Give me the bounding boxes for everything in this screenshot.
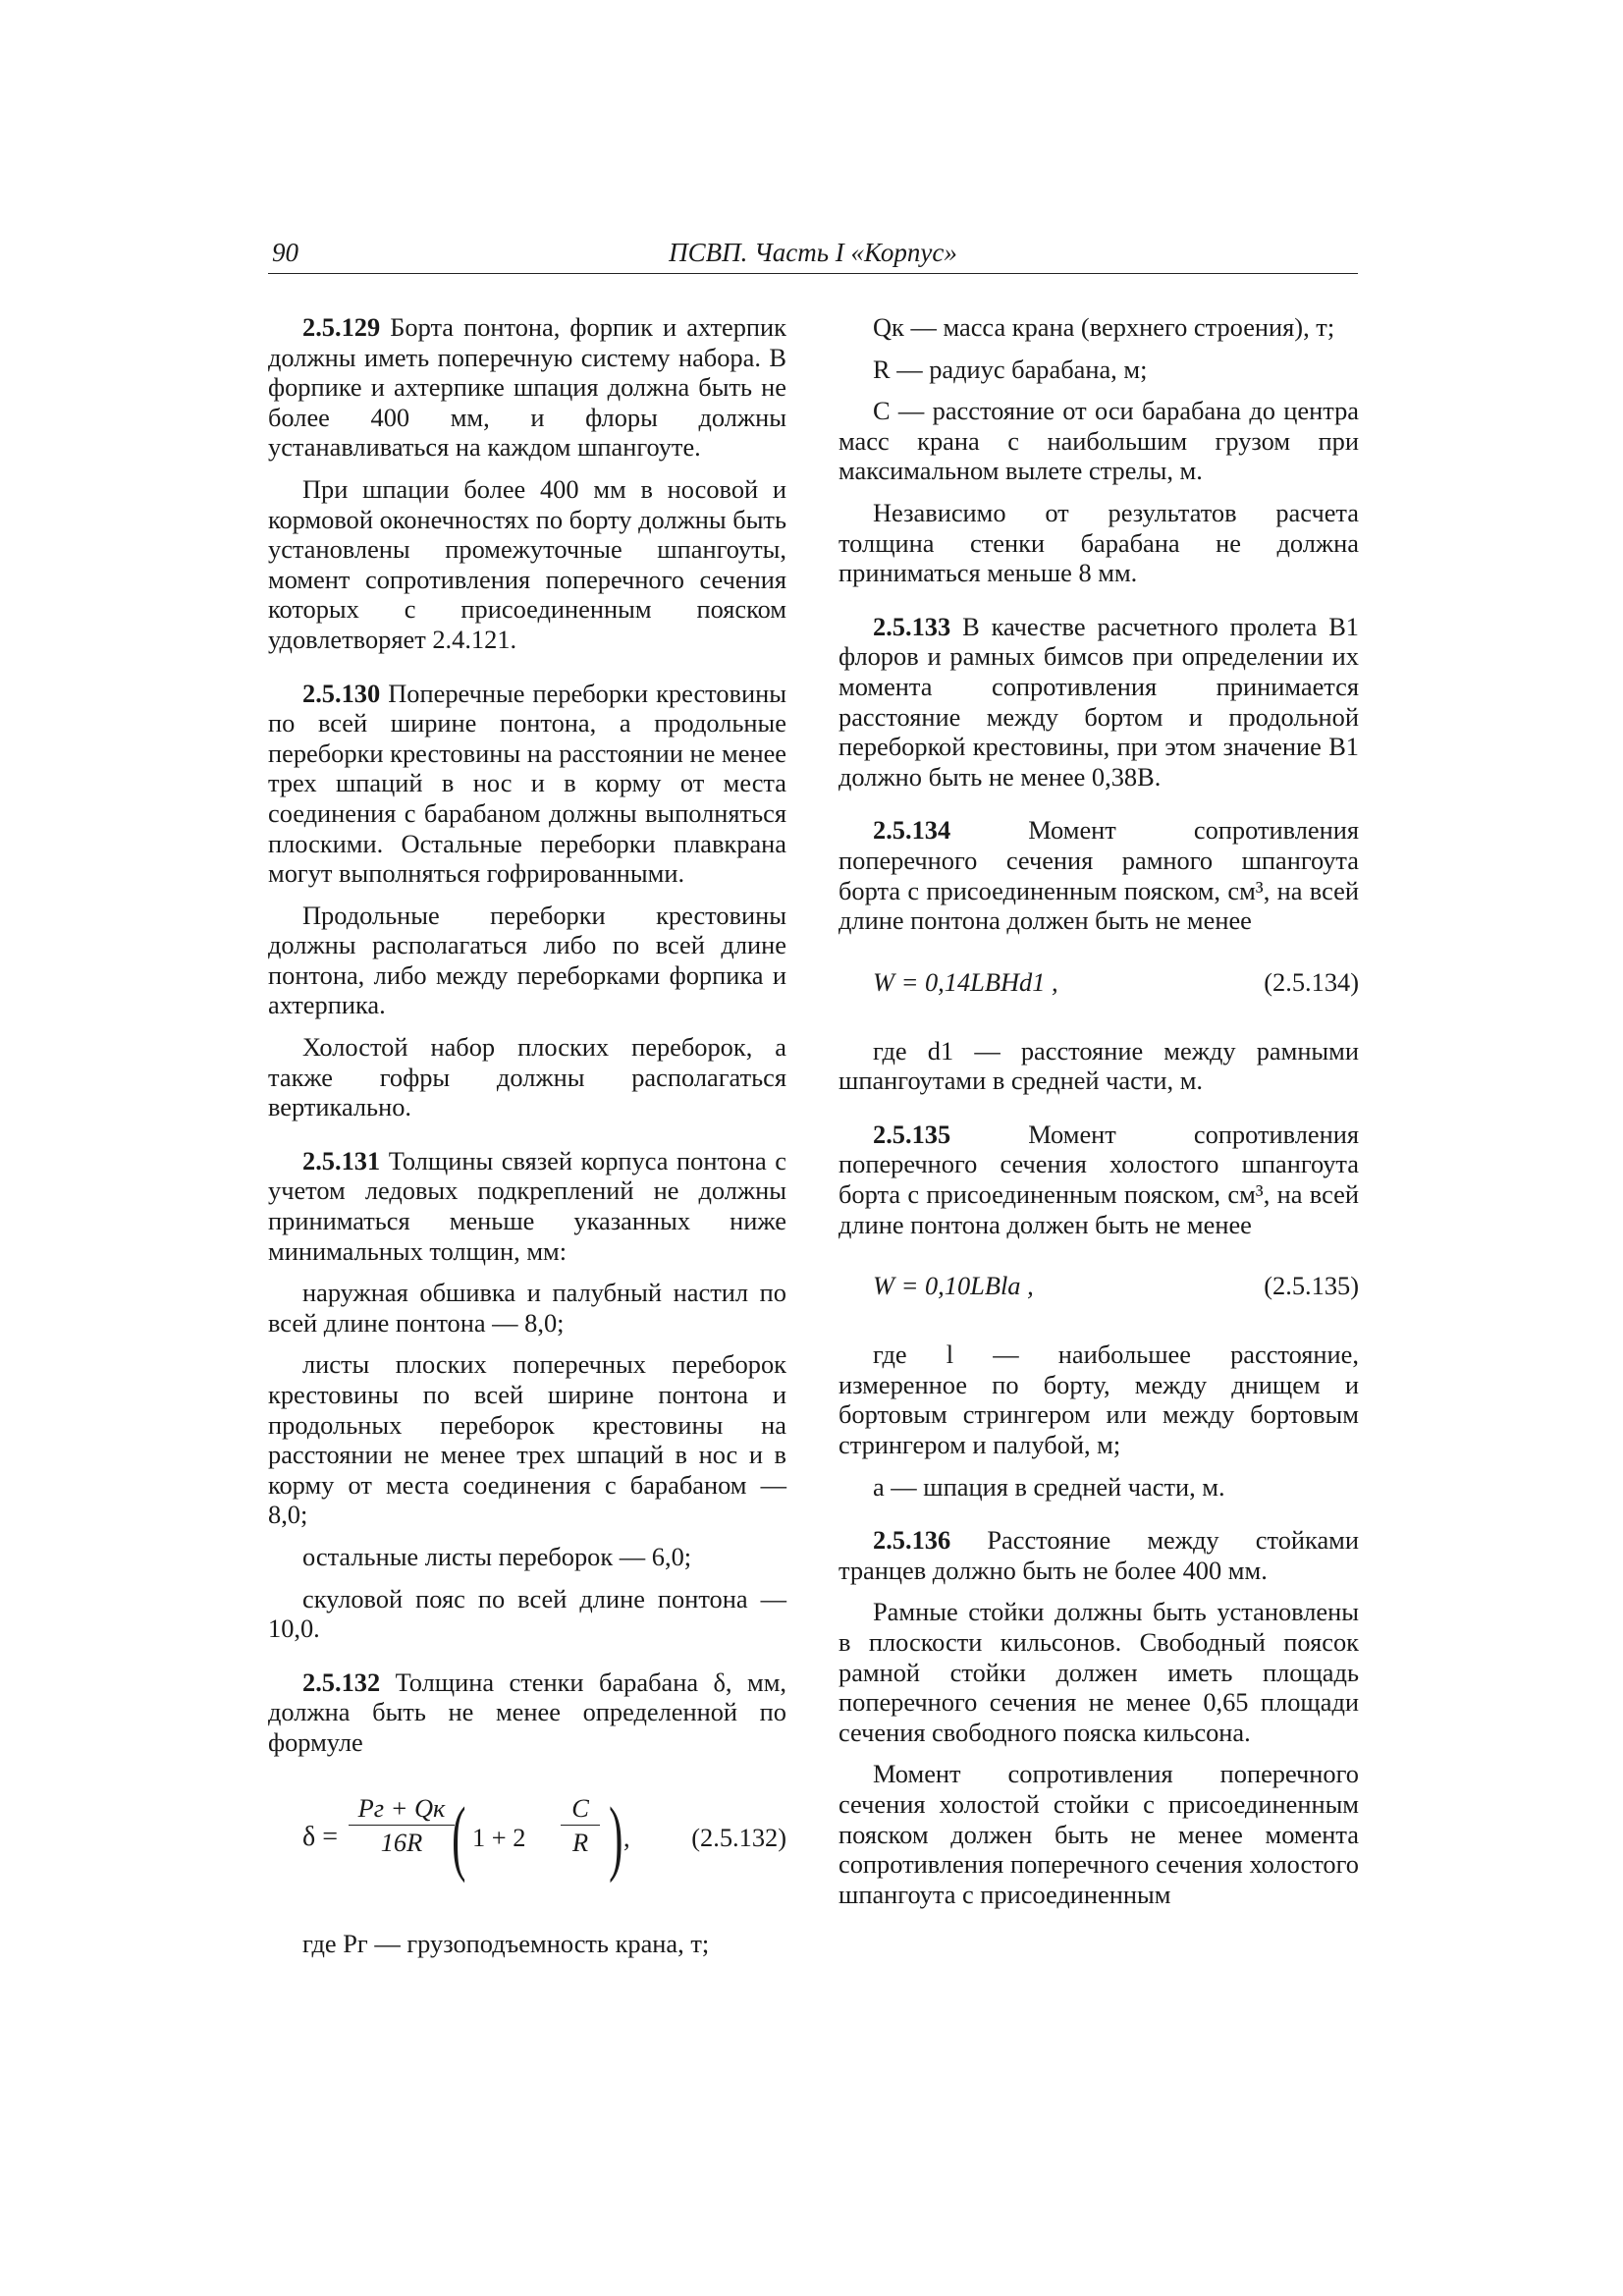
right-paren: ) [609, 1788, 623, 1884]
left-paren: ( [452, 1788, 466, 1884]
paragraph-2-5-131: 2.5.131 Толщины связей корпуса понтона с учетом ледовых подкреплений не должны приниматься меньше указанных ниже минимальных толщин, мм: [268, 1145, 786, 1266]
formula-expression: W = 0,14LBHd1 , [873, 966, 1058, 997]
paragraph: где l — наибольшее расстояние, измеренное по борту, между днищем и бортовым стрингером или между бортовым стрингером и палубой, м; [839, 1339, 1359, 1460]
right-column [839, 312, 1359, 1921]
equation-label: (2.5.134) [1264, 966, 1359, 997]
paragraph: a — шпация в средней части, м. [873, 1471, 1225, 1502]
formula-fraction: Pг + Qк 16R [349, 1793, 455, 1858]
paragraph: Независимо от результатов расчета толщина стенки барабана не должна приниматься меньше 8 мм. [839, 497, 1359, 588]
left-column [268, 312, 786, 1970]
paragraph: наружная обшивка и палубный настил по всей длине понтона — 8,0; [268, 1278, 786, 1338]
paragraph-2-5-134: 2.5.134 Момент сопротивления поперечного сечения рамного шпангоута борта с присоединенным пояском, см³, на всей длине понтона должен быть не менее [839, 815, 1359, 936]
formula-2-5-134 [839, 957, 1359, 1011]
paragraph: остальные листы переборок — 6,0; [302, 1541, 692, 1571]
paragraph: При шпации более 400 мм в носовой и кормовой оконечностях по борту должны быть установлены промежуточные шпангоуты, момент сопротивления поперечного сечения которых с присоединенным пояском удовлетворяет 2.4.121. [268, 473, 786, 654]
paragraph: Рамные стойки должны быть установлены в плоскости кильсонов. Свободный поясок рамной стойки должен иметь площадь поперечного сечения не менее 0,65 площади сечения свободного пояска кильсона. [839, 1597, 1359, 1747]
paragraph: C — расстояние от оси барабана до центра масс крана с наибольшим грузом при максимальном вылете стрелы, м. [839, 396, 1359, 486]
paragraph-2-5-132: 2.5.132 Толщина стенки барабана δ, мм, должна быть не менее определенной по формуле [268, 1667, 786, 1757]
formula-expression: W = 0,10LBla , [873, 1271, 1034, 1301]
formula-2-5-132: δ = Pг + Qк 16R ( 1 + 2 C R ) , (2.5.132) [302, 1788, 786, 1884]
paragraph-2-5-136: 2.5.136 Расстояние между стойками транцев должно быть не более 400 мм. [839, 1525, 1359, 1585]
paragraph: R — радиус барабана, м; [873, 354, 1148, 384]
paragraph: Qк — масса крана (верхнего строения), т; [873, 312, 1335, 342]
formula-lhs: δ = [302, 1821, 338, 1852]
running-title: ПСВП. Часть I «Корпус» [669, 238, 957, 267]
paragraph: Продольные переборки крестовины должны располагаться либо по всей длине понтона, либо между переборками форпика и ахтерпика. [268, 900, 786, 1020]
paragraph: листы плоских поперечных переборок крестовины по всей ширине понтона и продольных переборок крестовины на расстоянии не менее трех шпаций в нос и в корму от места соединения с барабаном — 8,0; [268, 1349, 786, 1530]
page-number: 90 [272, 238, 298, 267]
paragraph: где d1 — расстояние между рамными шпангоутами в средней части, м. [839, 1035, 1359, 1096]
formula-subfraction: C R [561, 1793, 600, 1858]
formula-inner: 1 + 2 [472, 1822, 526, 1852]
paragraph-2-5-130: 2.5.130 Поперечные переборки крестовины по всей ширине понтона, а продольные переборки крестовины на расстоянии не менее трех шпаций в нос и в корму от места соединения с барабаном должны выполняться плоскими. Остальные переборки плавкрана могут выполняться гофрированными. [268, 678, 786, 889]
paragraph: Холостой набор плоских переборок, а также гофры должны располагаться вертикально. [268, 1032, 786, 1122]
paragraph-2-5-129: 2.5.129 Борта понтона, форпик и ахтерпик должны иметь поперечную систему набора. В форпике и ахтерпике шпация должна быть не более 400 мм, и флоры должны устанавливаться на каждом шпангоуте. [268, 312, 786, 463]
equation-label: (2.5.132) [691, 1822, 786, 1852]
paragraph-2-5-133: 2.5.133 В качестве расчетного пролета B1 флоров и рамных бимсов при определении их момента сопротивления принимается расстояние между бортом и продольной переборкой крестовины, при этом значение B1 должно быть не менее 0,38B. [839, 611, 1359, 792]
paragraph: где Pг — грузоподъемность крана, т; [302, 1928, 710, 1958]
formula-2-5-135 [839, 1261, 1359, 1314]
page-header [268, 236, 1358, 274]
paragraph-2-5-135: 2.5.135 Момент сопротивления поперечного сечения холостого шпангоута борта с присоединенным пояском, см³, на всей длине понтона должен быть не менее [839, 1119, 1359, 1239]
paragraph: Момент сопротивления поперечного сечения холостой стойки с присоединенным пояском должен быть не менее момента сопротивления поперечного сечения холостого шпангоута с присоединенным [839, 1759, 1359, 1909]
equation-label: (2.5.135) [1264, 1271, 1359, 1301]
paragraph: скуловой пояс по всей длине понтона — 10,0. [268, 1583, 786, 1644]
